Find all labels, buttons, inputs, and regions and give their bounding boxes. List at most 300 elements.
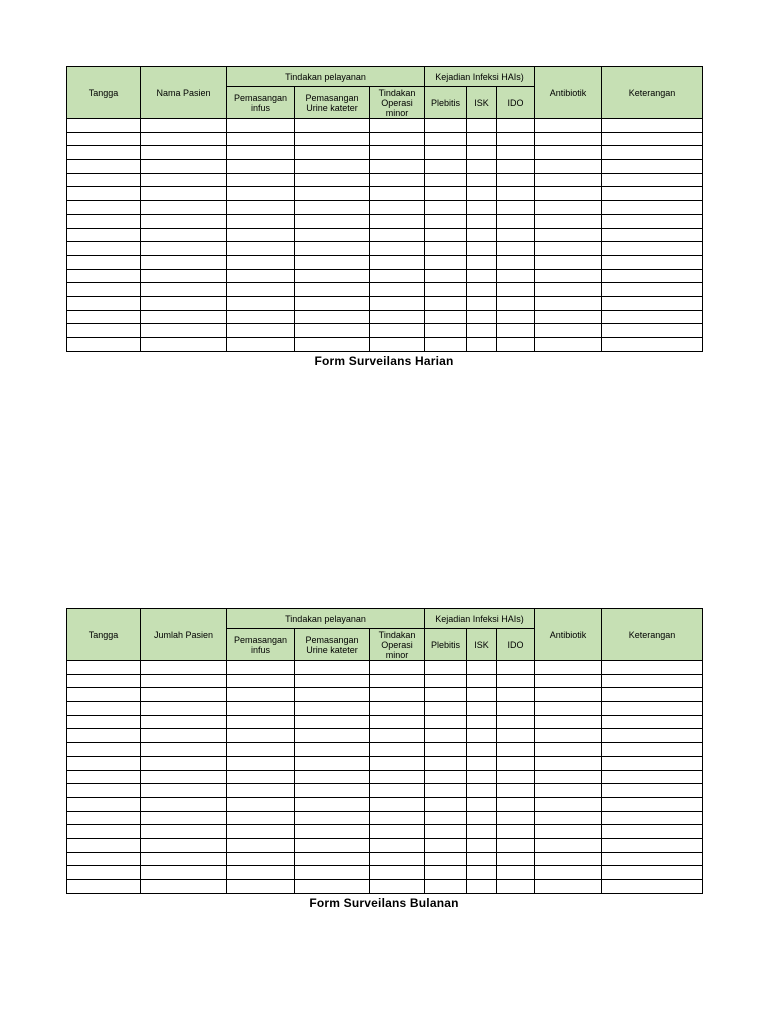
table-cell[interactable]	[602, 756, 703, 770]
table-cell[interactable]	[535, 784, 602, 798]
table-cell[interactable]	[497, 173, 535, 187]
table-cell[interactable]	[425, 255, 467, 269]
table-cell[interactable]	[467, 852, 497, 866]
table-cell[interactable]	[497, 201, 535, 215]
table-cell[interactable]	[370, 338, 425, 352]
table-cell[interactable]	[295, 146, 370, 160]
table-cell[interactable]	[370, 242, 425, 256]
table-cell[interactable]	[425, 324, 467, 338]
table-cell[interactable]	[497, 688, 535, 702]
table-cell[interactable]	[295, 674, 370, 688]
table-cell[interactable]	[467, 743, 497, 757]
table-cell[interactable]	[602, 811, 703, 825]
table-cell[interactable]	[535, 296, 602, 310]
table-cell[interactable]	[425, 880, 467, 894]
table-cell[interactable]	[425, 214, 467, 228]
table-cell[interactable]	[602, 852, 703, 866]
table-cell[interactable]	[535, 255, 602, 269]
table-cell[interactable]	[227, 146, 295, 160]
table-cell[interactable]	[535, 880, 602, 894]
table-cell[interactable]	[227, 838, 295, 852]
table-cell[interactable]	[141, 132, 227, 146]
table-cell[interactable]	[602, 187, 703, 201]
table-cell[interactable]	[370, 702, 425, 716]
table-cell[interactable]	[602, 770, 703, 784]
table-cell[interactable]	[425, 797, 467, 811]
table-cell[interactable]	[467, 269, 497, 283]
table-cell[interactable]	[535, 160, 602, 174]
table-cell[interactable]	[370, 880, 425, 894]
table-cell[interactable]	[67, 201, 141, 215]
table-cell[interactable]	[227, 715, 295, 729]
table-cell[interactable]	[295, 729, 370, 743]
table-cell[interactable]	[67, 729, 141, 743]
table-cell[interactable]	[467, 866, 497, 880]
table-cell[interactable]	[497, 132, 535, 146]
table-cell[interactable]	[67, 310, 141, 324]
table-cell[interactable]	[67, 797, 141, 811]
table-cell[interactable]	[370, 688, 425, 702]
table-cell[interactable]	[141, 338, 227, 352]
table-cell[interactable]	[227, 797, 295, 811]
table-cell[interactable]	[295, 296, 370, 310]
table-cell[interactable]	[497, 146, 535, 160]
table-cell[interactable]	[602, 160, 703, 174]
table-cell[interactable]	[535, 310, 602, 324]
table-cell[interactable]	[497, 825, 535, 839]
table-cell[interactable]	[227, 160, 295, 174]
table-cell[interactable]	[535, 214, 602, 228]
table-cell[interactable]	[295, 661, 370, 675]
table-cell[interactable]	[497, 756, 535, 770]
table-cell[interactable]	[141, 852, 227, 866]
table-cell[interactable]	[141, 119, 227, 133]
table-cell[interactable]	[602, 661, 703, 675]
table-cell[interactable]	[425, 201, 467, 215]
table-cell[interactable]	[67, 214, 141, 228]
table-cell[interactable]	[497, 119, 535, 133]
table-cell[interactable]	[602, 201, 703, 215]
table-cell[interactable]	[67, 866, 141, 880]
table-cell[interactable]	[602, 702, 703, 716]
table-cell[interactable]	[67, 702, 141, 716]
table-cell[interactable]	[141, 838, 227, 852]
table-cell[interactable]	[425, 756, 467, 770]
table-cell[interactable]	[67, 811, 141, 825]
table-cell[interactable]	[467, 324, 497, 338]
table-cell[interactable]	[67, 324, 141, 338]
table-cell[interactable]	[425, 160, 467, 174]
table-cell[interactable]	[535, 187, 602, 201]
table-cell[interactable]	[295, 784, 370, 798]
table-cell[interactable]	[535, 269, 602, 283]
table-cell[interactable]	[295, 880, 370, 894]
table-cell[interactable]	[467, 119, 497, 133]
table-cell[interactable]	[467, 146, 497, 160]
table-cell[interactable]	[535, 688, 602, 702]
table-cell[interactable]	[227, 770, 295, 784]
table-cell[interactable]	[141, 228, 227, 242]
table-cell[interactable]	[295, 702, 370, 716]
table-cell[interactable]	[141, 269, 227, 283]
table-cell[interactable]	[535, 661, 602, 675]
table-cell[interactable]	[497, 338, 535, 352]
table-cell[interactable]	[425, 269, 467, 283]
table-cell[interactable]	[467, 729, 497, 743]
table-cell[interactable]	[602, 283, 703, 297]
table-cell[interactable]	[370, 255, 425, 269]
table-cell[interactable]	[497, 811, 535, 825]
table-cell[interactable]	[227, 811, 295, 825]
table-cell[interactable]	[467, 310, 497, 324]
table-cell[interactable]	[141, 688, 227, 702]
table-cell[interactable]	[227, 132, 295, 146]
table-cell[interactable]	[295, 756, 370, 770]
table-cell[interactable]	[67, 715, 141, 729]
table-cell[interactable]	[370, 674, 425, 688]
table-cell[interactable]	[602, 784, 703, 798]
table-cell[interactable]	[602, 255, 703, 269]
table-cell[interactable]	[467, 880, 497, 894]
table-cell[interactable]	[227, 866, 295, 880]
table-cell[interactable]	[425, 825, 467, 839]
table-cell[interactable]	[67, 160, 141, 174]
table-cell[interactable]	[425, 283, 467, 297]
table-cell[interactable]	[467, 715, 497, 729]
table-cell[interactable]	[602, 146, 703, 160]
table-cell[interactable]	[295, 201, 370, 215]
table-cell[interactable]	[425, 228, 467, 242]
table-cell[interactable]	[467, 756, 497, 770]
table-cell[interactable]	[141, 661, 227, 675]
table-cell[interactable]	[67, 242, 141, 256]
table-cell[interactable]	[497, 729, 535, 743]
table-cell[interactable]	[370, 811, 425, 825]
table-cell[interactable]	[535, 715, 602, 729]
table-cell[interactable]	[67, 825, 141, 839]
table-cell[interactable]	[425, 811, 467, 825]
table-cell[interactable]	[370, 228, 425, 242]
table-cell[interactable]	[370, 866, 425, 880]
table-cell[interactable]	[141, 811, 227, 825]
table-cell[interactable]	[425, 310, 467, 324]
table-cell[interactable]	[535, 729, 602, 743]
table-cell[interactable]	[425, 770, 467, 784]
table-cell[interactable]	[67, 756, 141, 770]
table-cell[interactable]	[141, 173, 227, 187]
table-cell[interactable]	[295, 811, 370, 825]
table-cell[interactable]	[141, 756, 227, 770]
table-cell[interactable]	[141, 880, 227, 894]
table-cell[interactable]	[535, 119, 602, 133]
table-cell[interactable]	[227, 242, 295, 256]
table-cell[interactable]	[602, 880, 703, 894]
table-cell[interactable]	[67, 283, 141, 297]
table-cell[interactable]	[370, 715, 425, 729]
table-cell[interactable]	[67, 770, 141, 784]
table-cell[interactable]	[141, 729, 227, 743]
table-cell[interactable]	[67, 228, 141, 242]
table-cell[interactable]	[602, 729, 703, 743]
table-cell[interactable]	[141, 743, 227, 757]
table-cell[interactable]	[467, 296, 497, 310]
table-cell[interactable]	[227, 296, 295, 310]
table-cell[interactable]	[535, 674, 602, 688]
table-cell[interactable]	[370, 797, 425, 811]
table-cell[interactable]	[141, 324, 227, 338]
table-cell[interactable]	[497, 242, 535, 256]
table-cell[interactable]	[535, 132, 602, 146]
table-cell[interactable]	[295, 715, 370, 729]
table-cell[interactable]	[535, 838, 602, 852]
table-cell[interactable]	[425, 838, 467, 852]
table-cell[interactable]	[497, 310, 535, 324]
table-cell[interactable]	[425, 146, 467, 160]
table-cell[interactable]	[227, 324, 295, 338]
table-cell[interactable]	[67, 296, 141, 310]
table-cell[interactable]	[141, 296, 227, 310]
table-cell[interactable]	[370, 187, 425, 201]
table-cell[interactable]	[141, 866, 227, 880]
table-cell[interactable]	[370, 661, 425, 675]
table-cell[interactable]	[370, 160, 425, 174]
table-cell[interactable]	[535, 228, 602, 242]
table-cell[interactable]	[295, 310, 370, 324]
table-cell[interactable]	[497, 661, 535, 675]
table-cell[interactable]	[602, 269, 703, 283]
table-cell[interactable]	[67, 880, 141, 894]
table-cell[interactable]	[497, 852, 535, 866]
table-cell[interactable]	[227, 228, 295, 242]
table-cell[interactable]	[467, 702, 497, 716]
table-cell[interactable]	[497, 784, 535, 798]
table-cell[interactable]	[227, 338, 295, 352]
table-cell[interactable]	[141, 255, 227, 269]
table-cell[interactable]	[227, 784, 295, 798]
table-cell[interactable]	[295, 797, 370, 811]
table-cell[interactable]	[497, 797, 535, 811]
table-cell[interactable]	[425, 187, 467, 201]
table-cell[interactable]	[141, 201, 227, 215]
table-cell[interactable]	[535, 146, 602, 160]
table-cell[interactable]	[227, 255, 295, 269]
table-cell[interactable]	[141, 242, 227, 256]
table-cell[interactable]	[295, 852, 370, 866]
table-cell[interactable]	[141, 702, 227, 716]
table-cell[interactable]	[425, 119, 467, 133]
table-cell[interactable]	[370, 146, 425, 160]
table-cell[interactable]	[67, 173, 141, 187]
table-cell[interactable]	[602, 825, 703, 839]
table-cell[interactable]	[425, 173, 467, 187]
table-cell[interactable]	[295, 132, 370, 146]
table-cell[interactable]	[535, 825, 602, 839]
table-cell[interactable]	[67, 187, 141, 201]
table-cell[interactable]	[227, 674, 295, 688]
table-cell[interactable]	[602, 338, 703, 352]
table-cell[interactable]	[67, 255, 141, 269]
table-cell[interactable]	[141, 283, 227, 297]
table-cell[interactable]	[295, 119, 370, 133]
table-cell[interactable]	[602, 797, 703, 811]
table-cell[interactable]	[602, 214, 703, 228]
table-cell[interactable]	[370, 132, 425, 146]
table-cell[interactable]	[535, 283, 602, 297]
table-cell[interactable]	[370, 743, 425, 757]
table-cell[interactable]	[141, 825, 227, 839]
table-cell[interactable]	[497, 228, 535, 242]
table-cell[interactable]	[425, 661, 467, 675]
table-cell[interactable]	[425, 715, 467, 729]
table-cell[interactable]	[370, 173, 425, 187]
table-cell[interactable]	[227, 729, 295, 743]
table-cell[interactable]	[67, 784, 141, 798]
table-cell[interactable]	[425, 338, 467, 352]
table-cell[interactable]	[535, 866, 602, 880]
table-cell[interactable]	[467, 228, 497, 242]
table-cell[interactable]	[370, 310, 425, 324]
table-cell[interactable]	[467, 838, 497, 852]
table-cell[interactable]	[535, 324, 602, 338]
table-cell[interactable]	[67, 119, 141, 133]
table-cell[interactable]	[227, 661, 295, 675]
table-cell[interactable]	[497, 866, 535, 880]
table-cell[interactable]	[535, 756, 602, 770]
table-cell[interactable]	[227, 702, 295, 716]
table-cell[interactable]	[425, 784, 467, 798]
table-cell[interactable]	[295, 242, 370, 256]
table-cell[interactable]	[497, 324, 535, 338]
table-cell[interactable]	[497, 255, 535, 269]
table-cell[interactable]	[295, 743, 370, 757]
table-cell[interactable]	[67, 688, 141, 702]
table-cell[interactable]	[295, 255, 370, 269]
table-cell[interactable]	[295, 269, 370, 283]
table-cell[interactable]	[227, 173, 295, 187]
table-cell[interactable]	[535, 173, 602, 187]
table-cell[interactable]	[467, 770, 497, 784]
table-cell[interactable]	[497, 674, 535, 688]
table-cell[interactable]	[467, 160, 497, 174]
table-cell[interactable]	[227, 119, 295, 133]
table-cell[interactable]	[467, 825, 497, 839]
table-cell[interactable]	[295, 214, 370, 228]
table-cell[interactable]	[602, 838, 703, 852]
table-cell[interactable]	[295, 688, 370, 702]
table-cell[interactable]	[467, 201, 497, 215]
table-cell[interactable]	[227, 201, 295, 215]
table-cell[interactable]	[497, 838, 535, 852]
table-cell[interactable]	[467, 811, 497, 825]
table-cell[interactable]	[370, 770, 425, 784]
table-cell[interactable]	[227, 187, 295, 201]
table-cell[interactable]	[141, 715, 227, 729]
table-cell[interactable]	[227, 880, 295, 894]
table-cell[interactable]	[227, 825, 295, 839]
table-cell[interactable]	[141, 146, 227, 160]
table-cell[interactable]	[67, 661, 141, 675]
table-cell[interactable]	[535, 797, 602, 811]
table-cell[interactable]	[227, 852, 295, 866]
table-cell[interactable]	[227, 310, 295, 324]
table-cell[interactable]	[227, 756, 295, 770]
table-cell[interactable]	[602, 743, 703, 757]
table-cell[interactable]	[370, 283, 425, 297]
table-cell[interactable]	[370, 784, 425, 798]
table-cell[interactable]	[497, 160, 535, 174]
table-cell[interactable]	[141, 797, 227, 811]
table-cell[interactable]	[467, 797, 497, 811]
table-cell[interactable]	[370, 324, 425, 338]
table-cell[interactable]	[467, 661, 497, 675]
table-cell[interactable]	[227, 283, 295, 297]
table-cell[interactable]	[535, 811, 602, 825]
table-cell[interactable]	[467, 283, 497, 297]
table-cell[interactable]	[67, 852, 141, 866]
table-cell[interactable]	[295, 228, 370, 242]
table-cell[interactable]	[141, 187, 227, 201]
table-cell[interactable]	[295, 187, 370, 201]
table-cell[interactable]	[535, 770, 602, 784]
table-cell[interactable]	[425, 866, 467, 880]
table-cell[interactable]	[425, 132, 467, 146]
table-cell[interactable]	[67, 132, 141, 146]
table-cell[interactable]	[535, 852, 602, 866]
table-cell[interactable]	[602, 866, 703, 880]
table-cell[interactable]	[370, 119, 425, 133]
table-cell[interactable]	[535, 743, 602, 757]
table-cell[interactable]	[467, 784, 497, 798]
table-cell[interactable]	[425, 702, 467, 716]
table-cell[interactable]	[370, 296, 425, 310]
table-cell[interactable]	[295, 866, 370, 880]
table-cell[interactable]	[295, 173, 370, 187]
table-cell[interactable]	[67, 146, 141, 160]
table-cell[interactable]	[535, 702, 602, 716]
table-cell[interactable]	[295, 770, 370, 784]
table-cell[interactable]	[467, 338, 497, 352]
table-cell[interactable]	[227, 269, 295, 283]
table-cell[interactable]	[425, 852, 467, 866]
table-cell[interactable]	[602, 310, 703, 324]
table-cell[interactable]	[425, 296, 467, 310]
table-cell[interactable]	[67, 838, 141, 852]
table-cell[interactable]	[425, 743, 467, 757]
table-cell[interactable]	[425, 729, 467, 743]
table-cell[interactable]	[497, 702, 535, 716]
table-cell[interactable]	[141, 770, 227, 784]
table-cell[interactable]	[602, 296, 703, 310]
table-cell[interactable]	[535, 201, 602, 215]
table-cell[interactable]	[602, 119, 703, 133]
table-cell[interactable]	[295, 324, 370, 338]
table-cell[interactable]	[295, 838, 370, 852]
table-cell[interactable]	[141, 674, 227, 688]
table-cell[interactable]	[425, 242, 467, 256]
table-cell[interactable]	[497, 269, 535, 283]
table-cell[interactable]	[602, 132, 703, 146]
table-cell[interactable]	[370, 756, 425, 770]
table-cell[interactable]	[467, 674, 497, 688]
table-cell[interactable]	[370, 729, 425, 743]
table-cell[interactable]	[497, 187, 535, 201]
table-cell[interactable]	[467, 242, 497, 256]
table-cell[interactable]	[602, 688, 703, 702]
table-cell[interactable]	[467, 173, 497, 187]
table-cell[interactable]	[295, 283, 370, 297]
table-cell[interactable]	[602, 228, 703, 242]
table-cell[interactable]	[141, 160, 227, 174]
